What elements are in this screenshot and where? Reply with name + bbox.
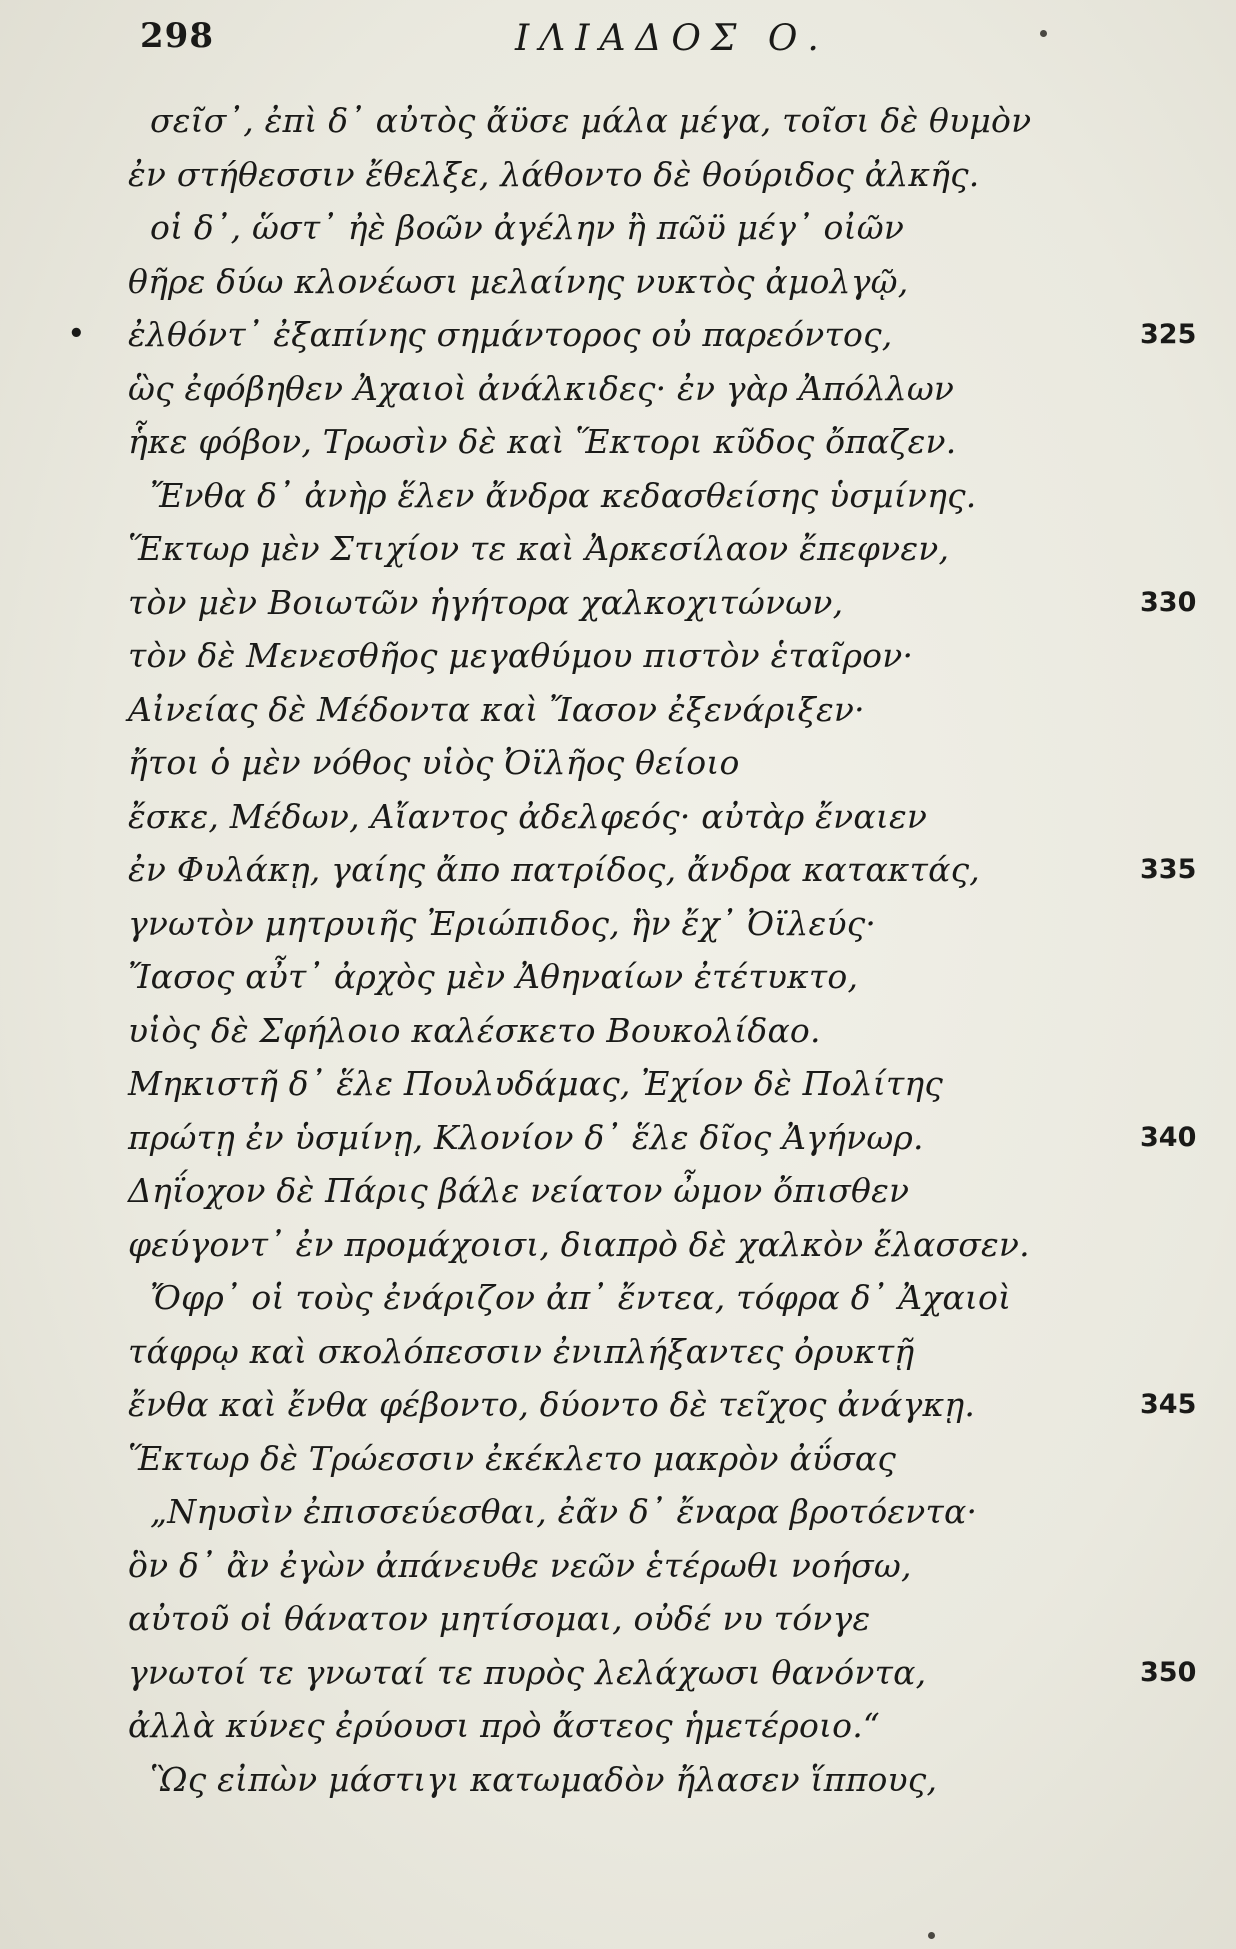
verse-line xyxy=(0,1325,1236,1379)
line-number: 340 xyxy=(1140,1121,1197,1153)
verse-text: θῆρε δύω κλονέωσι μελαίνης νυκτὸς ἀμολγῷ, xyxy=(128,261,909,301)
verse-line xyxy=(0,1004,1236,1058)
verse-line xyxy=(0,255,1236,309)
verse-text: Ἴασος αὖτ᾽ ἀρχὸς μὲν Ἀθηναίων ἐτέτυκτο, xyxy=(128,957,859,996)
verse-line xyxy=(0,790,1236,844)
verse-text: Ἔνθα δ᾽ ἀνὴρ ἕλεν ἄνδρα κεδασθείσης ὑσμίνης. xyxy=(150,475,977,515)
verse-line xyxy=(0,1646,1236,1700)
verse-line xyxy=(0,950,1236,1004)
verse-line xyxy=(0,362,1236,416)
verse-line xyxy=(0,1218,1236,1272)
verse-text: τάφρῳ καὶ σκολόπεσσιν ἐνιπλήξαντες ὀρυκτῇ xyxy=(128,1331,915,1371)
verse-line xyxy=(0,1699,1236,1753)
verse-text: σεῖσ᾽, ἐπὶ δ᾽ αὐτὸς ἄϋσε μάλα μέγα, τοῖσι δὲ θυμὸν xyxy=(150,101,1032,140)
verse-text: Ἕκτωρ δὲ Τρώεσσιν ἐκέκλετο μακρὸν ἀΰσας xyxy=(128,1438,897,1478)
verse-text: τὸν μὲν Βοιωτῶν ἡγήτορα χαλκοχιτώνων, xyxy=(128,582,844,622)
verse-line xyxy=(0,1057,1236,1111)
verse-text: πρώτῃ ἐν ὑσμίνῃ, Κλονίον δ᾽ ἕλε δῖος Ἀγήνωρ. xyxy=(128,1117,924,1157)
verse-text: Δηΐοχον δὲ Πάρις βάλε νείατον ὦμον ὄπισθεν xyxy=(128,1171,910,1210)
verse-line xyxy=(0,469,1236,523)
page-number: 298 xyxy=(140,16,214,56)
verse-line xyxy=(0,522,1236,576)
verse-line xyxy=(0,736,1236,790)
verse-text: Μηκιστῆ δ᾽ ἕλε Πουλυδάμας, Ἐχίον δὲ Πολίτης xyxy=(128,1064,944,1103)
verse-text: οἱ δ᾽, ὥστ᾽ ἠὲ βοῶν ἀγέλην ἢ πῶϋ μέγ᾽ οἰῶν xyxy=(150,208,905,247)
verse-line xyxy=(0,897,1236,951)
verse-text: ἔσκε, Μέδων, Αἴαντος ἀδελφεός· αὐτὰρ ἔναιεν xyxy=(128,796,928,836)
verse-line xyxy=(0,1378,1236,1432)
verse-text: ἔνθα καὶ ἔνθα φέβοντο, δύοντο δὲ τεῖχος ἀνάγκῃ. xyxy=(128,1385,976,1424)
verse-text: ἧκε φόβον, Τρωσὶν δὲ καὶ Ἕκτορι κῦδος ὄπαζεν. xyxy=(128,422,957,461)
verse-line xyxy=(0,1432,1236,1486)
verse-text: γνωτοί τε γνωταί τε πυρὸς λελάχωσι θανόντα, xyxy=(128,1652,927,1692)
verse-line xyxy=(0,1485,1236,1539)
running-title: ΙΛΙΑΔΟΣ Ο. xyxy=(515,18,829,59)
verse-line xyxy=(0,683,1236,737)
verse-text: τὸν δὲ Μενεσθῆος μεγαθύμου πιστὸν ἑταῖρον· xyxy=(128,636,914,675)
verse-text: Ἕκτωρ μὲν Στιχίον τε καὶ Ἀρκεσίλαον ἔπεφνεν, xyxy=(128,529,950,568)
line-number: 335 xyxy=(1140,854,1197,885)
verse-text: „Νηυσὶν ἐπισσεύεσθαι, ἐᾶν δ᾽ ἔναρα βροτόεντα· xyxy=(150,1492,978,1531)
verse-text: γνωτὸν μητρυιῆς Ἐριώπιδος, ἣν ἔχ᾽ Ὀϊλεύς· xyxy=(128,903,877,943)
verse-line xyxy=(0,1592,1236,1646)
print-speck xyxy=(928,1932,935,1939)
verse-line xyxy=(0,415,1236,469)
verse-text: ὃν δ᾽ ἂν ἐγὼν ἀπάνευθε νεῶν ἑτέρωθι νοήσω, xyxy=(128,1545,912,1585)
line-number: 350 xyxy=(1140,1656,1197,1688)
verse-text: ἐν στήθεσσιν ἔθελξε, λάθοντο δὲ θούριδος ἀλκῆς. xyxy=(128,154,980,194)
verse-text: φεύγοντ᾽ ἐν προμάχοισι, διαπρὸ δὲ χαλκὸν ἔλασσεν. xyxy=(128,1224,1030,1264)
verse-line xyxy=(0,629,1236,683)
verse-line xyxy=(0,1164,1236,1218)
verse-text: ἀλλὰ κύνες ἐρύουσι πρὸ ἄστεος ἡμετέροιο.“ xyxy=(128,1706,880,1745)
verse-line xyxy=(0,1271,1236,1325)
verse-line xyxy=(0,1753,1236,1807)
verse-line xyxy=(0,1539,1236,1593)
verse-line xyxy=(0,576,1236,630)
verse-line xyxy=(0,148,1236,202)
line-number: 345 xyxy=(1140,1389,1197,1420)
verse-line xyxy=(0,201,1236,255)
margin-dot: • xyxy=(68,319,85,349)
verse-text: Αἰνείας δὲ Μέδοντα καὶ Ἴασον ἐξενάριξεν· xyxy=(128,689,865,729)
verse-line xyxy=(0,1111,1236,1165)
verse-text: ἤτοι ὁ μὲν νόθος υἱὸς Ὀϊλῆος θείοιο xyxy=(128,743,740,782)
print-speck xyxy=(1040,30,1047,37)
verse-text: ὣς ἐφόβηθεν Ἀχαιοὶ ἀνάλκιδες· ἐν γὰρ Ἀπόλλων xyxy=(128,368,955,408)
line-number: 330 xyxy=(1140,586,1197,618)
verse-text: Ὄφρ᾽ οἱ τοὺς ἐνάριζον ἀπ᾽ ἔντεα, τόφρα δ᾽ Ἀχαιοὶ xyxy=(150,1278,1012,1317)
verse-block xyxy=(0,94,1236,1806)
verse-text: ἐλθόντ᾽ ἐξαπίνης σημάντορος οὐ παρεόντος, xyxy=(128,315,893,354)
verse-text: υἱὸς δὲ Σφήλοιο καλέσκετο Βουκολίδαο. xyxy=(128,1010,821,1050)
verse-text: ἐν Φυλάκῃ, γαίης ἄπο πατρίδος, ἄνδρα κατακτάς, xyxy=(128,850,980,889)
verse-text: αὐτοῦ οἱ θάνατον μητίσομαι, οὐδέ νυ τόνγε xyxy=(128,1599,871,1638)
line-number: 325 xyxy=(1140,319,1197,350)
verse-line xyxy=(0,308,1236,362)
verse-line xyxy=(0,94,1236,148)
verse-line xyxy=(0,843,1236,897)
verse-text: Ὣς εἰπὼν μάστιγι κατωμαδὸν ἤλασεν ἵππους, xyxy=(150,1759,938,1799)
running-header xyxy=(0,10,1236,70)
